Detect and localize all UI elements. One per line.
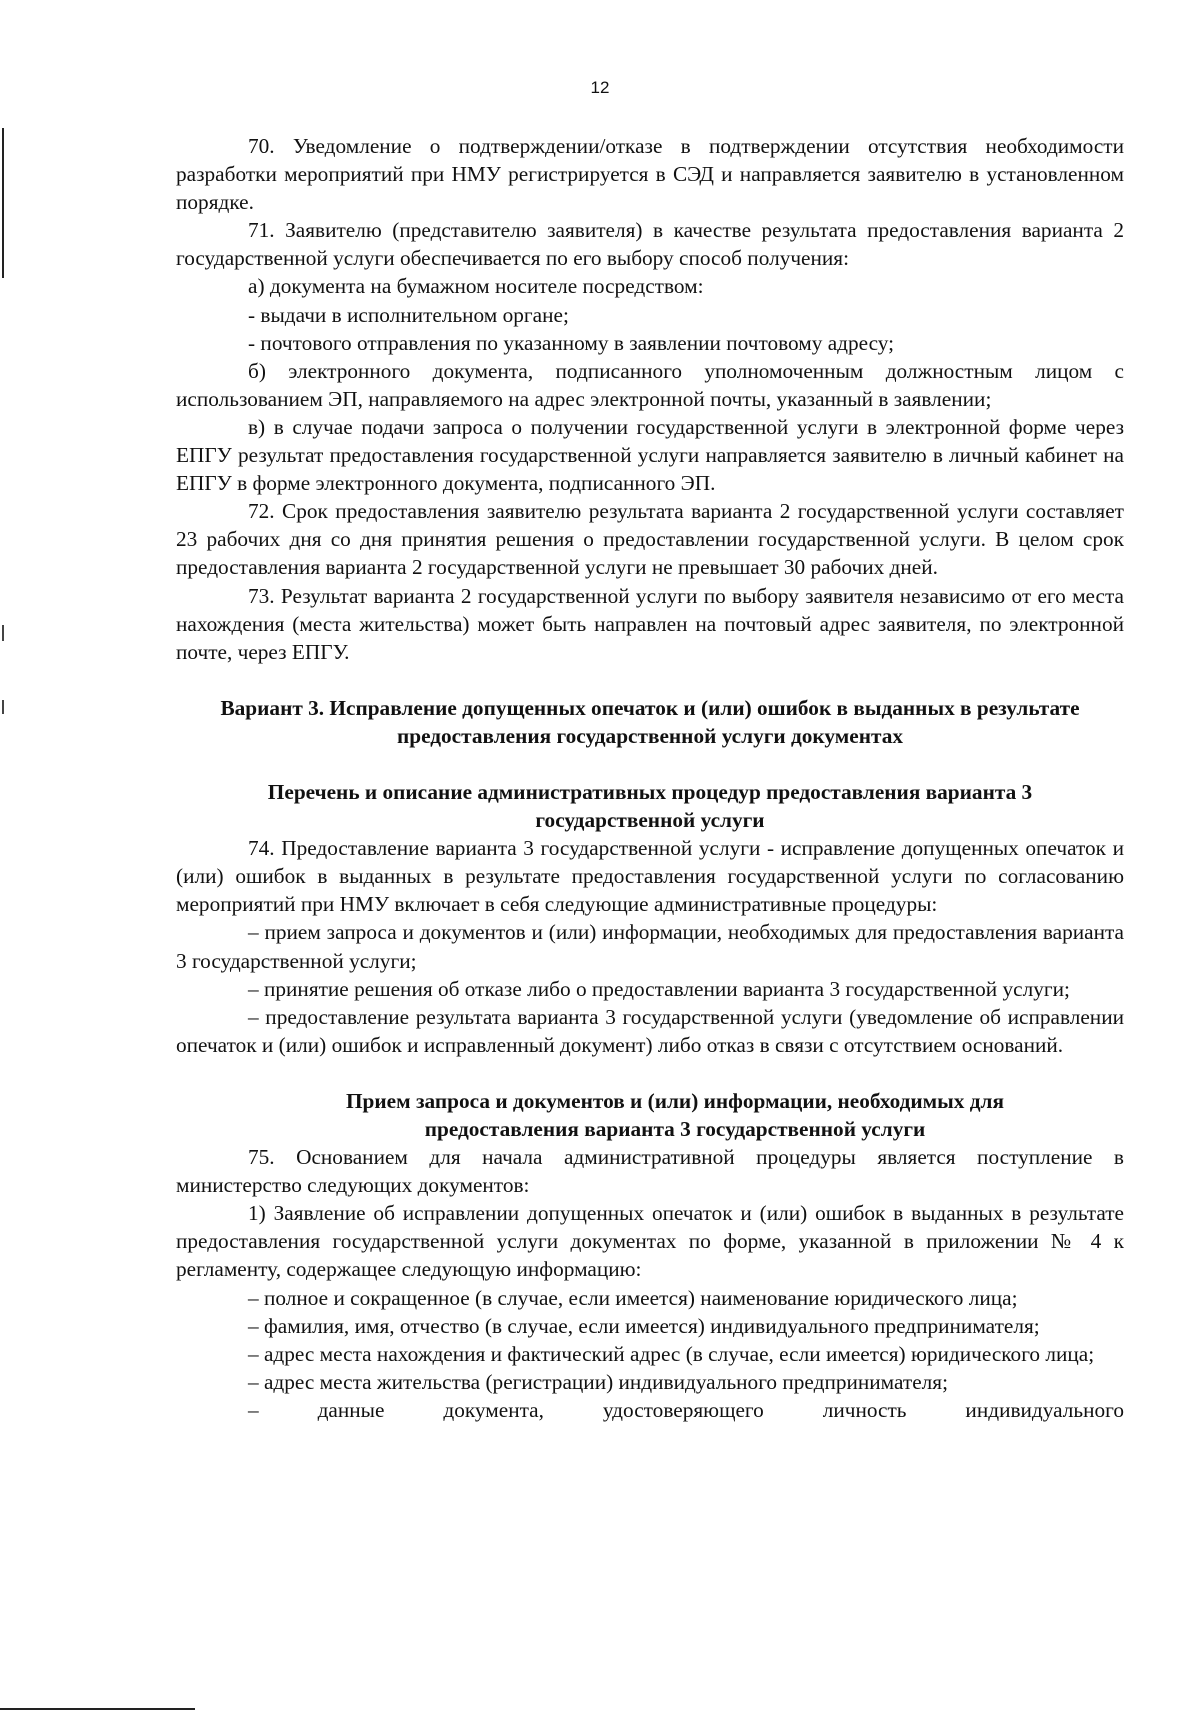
paragraph-74-item-b: – принятие решения об отказе либо о предоставлении варианта 3 государственной услуги;	[248, 976, 1070, 1001]
paragraph-71-a-item-1: - выдачи в исполнительном органе;	[248, 302, 569, 327]
paragraph-75-1-item-a: – полное и сокращенное (в случае, если имеется) наименование юридического лица;	[248, 1285, 1018, 1310]
paragraph-71-b: б) электронного документа, подписанного уполномоченным должностным лицом с использованием ЭП, направляемого на адрес электронной почты, указанный в заявлении;	[176, 358, 1124, 411]
paragraph-72: 72. Срок предоставления заявителю результата варианта 2 государственной услуги составляет 23 рабочих дня со дня принятия решения о предоставлении государственной услуги. В целом срок предоставления варианта 2 государственной услуги не превышает 30 рабочих дней.	[176, 499, 1124, 580]
scan-edge-mark	[2, 700, 4, 714]
paragraph-75-1: 1) Заявление об исправлении допущенных опечаток и (или) ошибок в выданных в результате предоставления государственной услуги документах по форме, указанной в приложении № 4 к регламенту, содержащее следующую информацию:	[176, 1201, 1124, 1282]
paragraph-71-c: в) в случае подачи запроса о получении государственной услуги в электронной форме через ЕПГУ результат предоставления государственной услуги направляется заявителю в личный кабинет на ЕПГУ в форме электронного документа, подписанного ЭП.	[176, 414, 1124, 496]
scan-bottom-line	[0, 1708, 195, 1710]
paragraph-75-1-item-d: – адрес места жительства (регистрации) индивидуального предпринимателя;	[248, 1369, 949, 1394]
heading-procedures-list: Перечень и описание административных процедур предоставления варианта 3 государственной услуги	[267, 779, 1033, 833]
paragraph-73: 73. Результат варианта 2 государственной услуги по выбору заявителя независимо от его места нахождения (места жительства) может быть направлен на почтовый адрес заявителя, по электронной почте, через ЕПГУ.	[176, 583, 1124, 664]
paragraph-74-item-a: – прием запроса и документов и (или) информации, необходимых для предоставления варианта 3 государственной услуги;	[176, 920, 1124, 973]
paragraph-74: 74. Предоставление варианта 3 государственной услуги - исправление допущенных опечаток и (или) ошибок в выданных в результате предоставления государственной услуги по согласованию мероприятий при НМУ включает в себя следующие административные процедуры:	[176, 836, 1124, 917]
heading-receipt-of-request: Прием запроса и документов и (или) информации, необходимых для предоставления варианта 3 государственной услуги	[345, 1088, 1005, 1141]
page-number: 12	[590, 78, 610, 97]
paragraph-75-1-item-e: – данные документа, удостоверяющего личность индивидуального	[248, 1397, 1124, 1422]
paragraph-71-a-item-2: - почтового отправления по указанному в заявлении почтовому адресу;	[248, 330, 895, 355]
paragraph-75-1-item-c: – адрес места нахождения и фактический адрес (в случае, если имеется) юридического лица;	[248, 1341, 1095, 1366]
scan-edge-mark	[2, 625, 4, 641]
paragraph-71: 71. Заявителю (представителю заявителя) в качестве результата предоставления варианта 2 государственной услуги обеспечивается по его выбору способ получения:	[176, 218, 1124, 271]
document-body	[176, 132, 1124, 1424]
paragraph-70: 70. Уведомление о подтверждении/отказе в подтверждении отсутствия необходимости разработки мероприятий при НМУ регистрируется в СЭД и направляется заявителю в установленном порядке.	[176, 134, 1124, 215]
paragraph-71-a: а) документа на бумажном носителе посредством:	[248, 274, 704, 299]
scan-edge-line	[2, 128, 4, 278]
heading-variant-3: Вариант 3. Исправление допущенных опечаток и (или) ошибок в выданных в результате предоставления государственной услуги документах	[220, 695, 1080, 748]
paragraph-75-1-item-b: – фамилия, имя, отчество (в случае, если имеется) индивидуального предпринимателя;	[248, 1313, 1040, 1338]
paragraph-74-item-c: – предоставление результата варианта 3 государственной услуги (уведомление об исправлении опечаток и (или) ошибок и исправленный документ) либо отказ в связи с отсутствием оснований.	[176, 1004, 1124, 1057]
paragraph-75: 75. Основанием для начала административной процедуры является поступление в министерство следующих документов:	[176, 1145, 1124, 1198]
